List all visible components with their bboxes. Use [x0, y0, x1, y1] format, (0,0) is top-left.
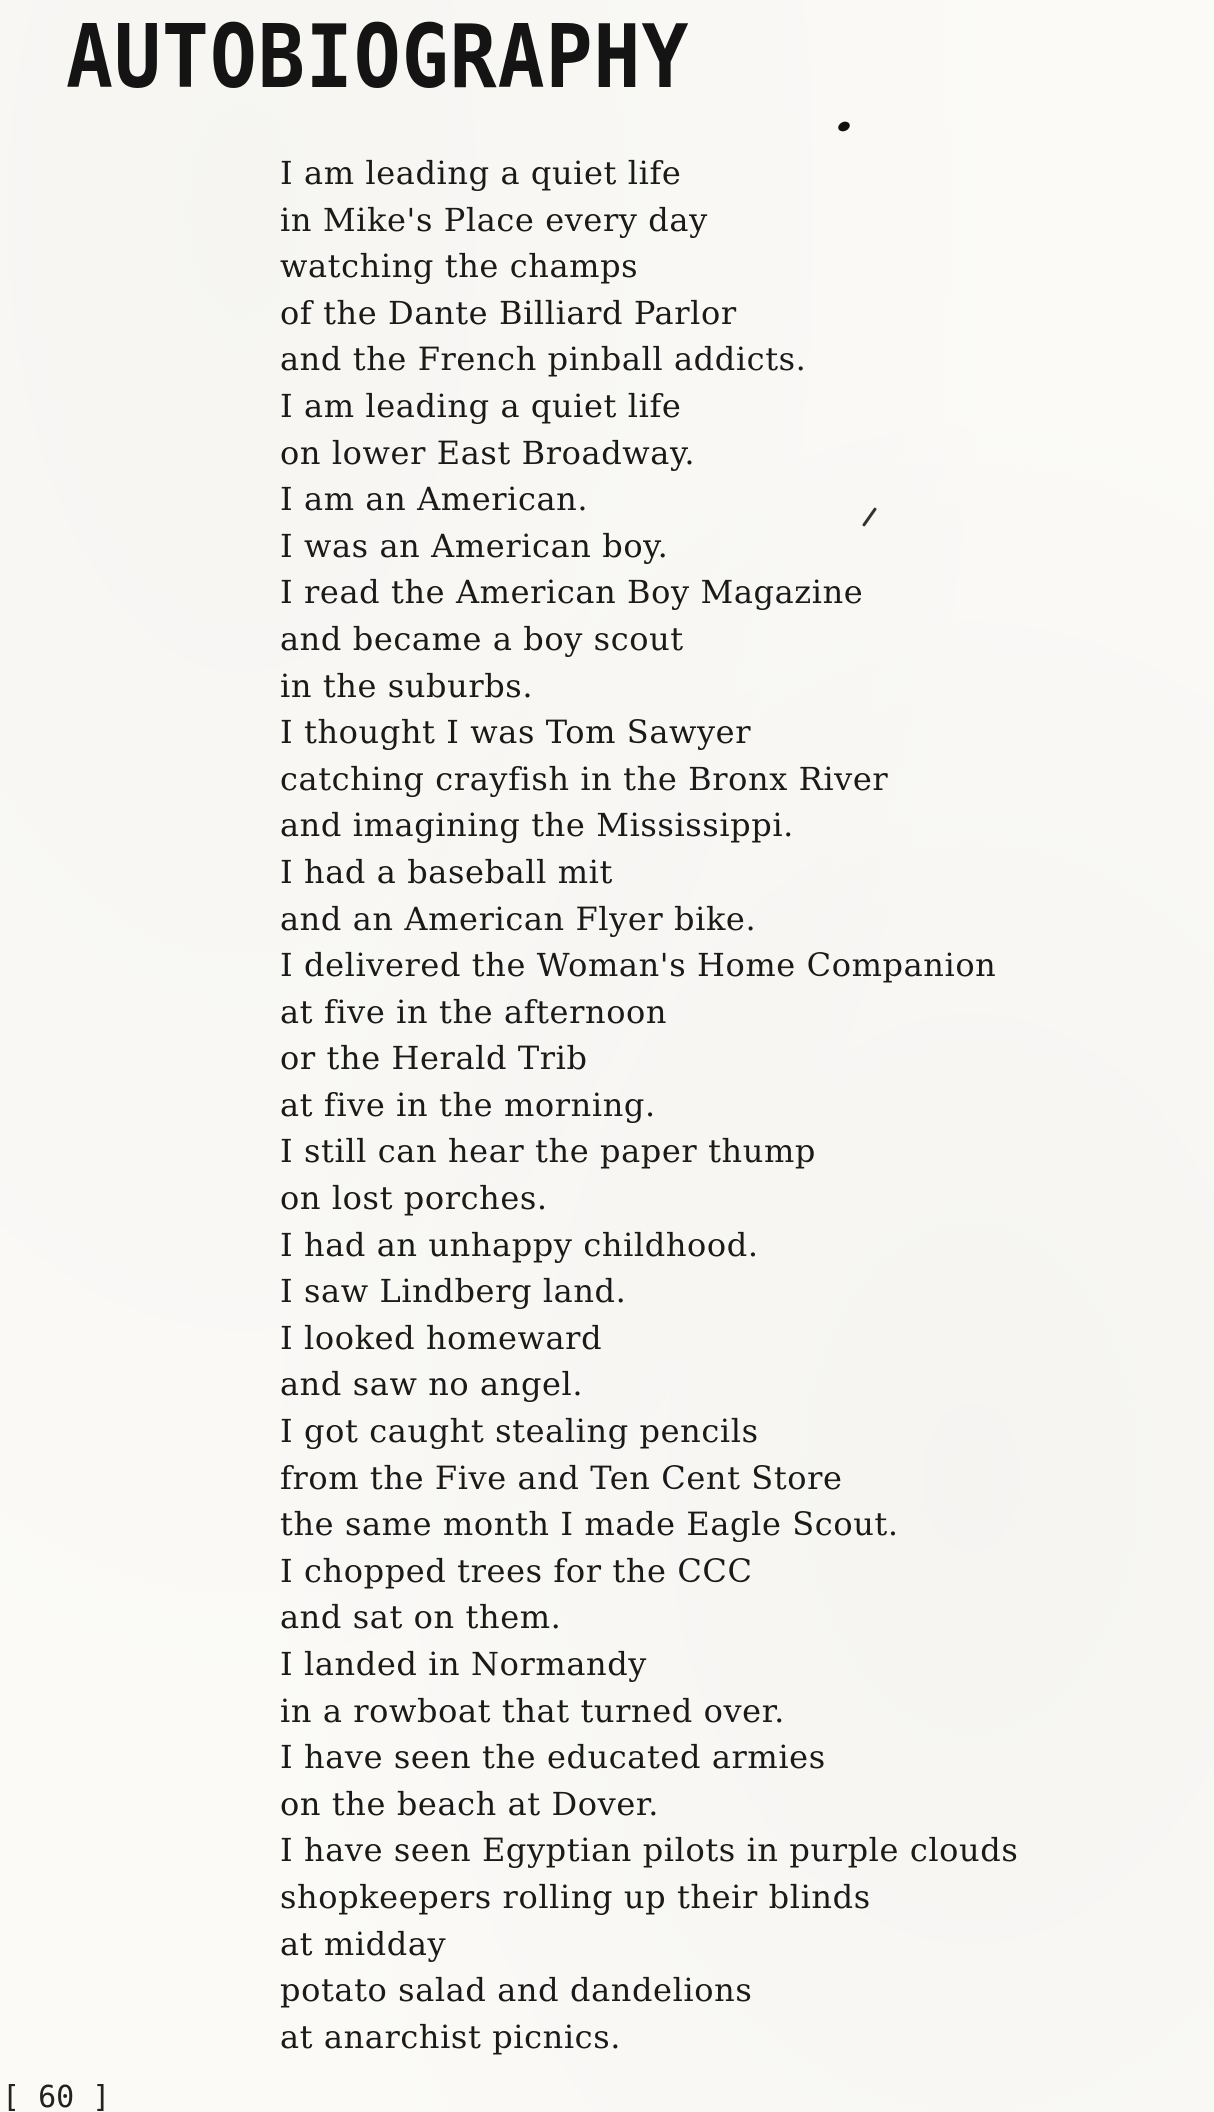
poem-line: at five in the afternoon [280, 992, 668, 1031]
poem-line: of the Dante Billiard Parlor [280, 293, 737, 332]
poem-line: at five in the morning. [280, 1085, 656, 1124]
poem-line: I have seen Egyptian pilots in purple clouds [280, 1831, 1019, 1870]
poem-line: in the suburbs. [280, 666, 534, 705]
poem-line: or the Herald Trib [280, 1039, 588, 1078]
poem-line: in a rowboat that turned over. [280, 1691, 785, 1730]
poem-line: I saw Lindberg land. [280, 1272, 627, 1311]
poem-line: watching the champs [280, 247, 639, 286]
poem-line: I still can hear the paper thump [280, 1132, 816, 1171]
poem-line: I was an American boy. [280, 526, 669, 565]
poem-line: I am leading a quiet life [280, 154, 682, 192]
poem-line: and sat on them. [280, 1598, 562, 1637]
poem-line: on lost porches. [280, 1179, 548, 1218]
poem-line: I thought I was Tom Sawyer [280, 713, 752, 752]
poem-line: I looked homeward [280, 1318, 603, 1357]
poem-line: I had an unhappy childhood. [280, 1225, 759, 1264]
ink-speck [837, 120, 852, 133]
poem-line: I delivered the Woman's Home Companion [280, 946, 997, 985]
poem-line: and became a boy scout [280, 619, 684, 658]
poem-title: AUTOBIOGRAPHY [66, 7, 690, 109]
poem-body [280, 150, 1018, 2060]
poem-line: I got caught stealing pencils [280, 1412, 759, 1451]
poem-line: I am leading a quiet life [280, 386, 682, 425]
poem-line: catching crayfish in the Bronx River [280, 759, 889, 798]
poem-line: at midday [280, 1924, 447, 1963]
poem-line: the same month I made Eagle Scout. [280, 1505, 899, 1544]
poem-line: and the French pinball addicts. [280, 340, 807, 379]
poem-line: and imagining the Mississippi. [280, 806, 794, 845]
poem-line: on the beach at Dover. [280, 1784, 660, 1823]
poem-line: on lower East Broadway. [280, 433, 696, 472]
poem-line: I had a baseball mit [280, 852, 613, 891]
poem-line: potato salad and dandelions [280, 1971, 753, 2010]
poem-line: at anarchist picnics. [280, 2017, 621, 2056]
poem-line: shopkeepers rolling up their blinds [280, 1877, 871, 1916]
poem-line: I chopped trees for the CCC [280, 1551, 753, 1590]
poem-line: I read the American Boy Magazine [280, 573, 864, 612]
poem-line: from the Five and Ten Cent Store [280, 1458, 843, 1497]
poem-line: and an American Flyer bike. [280, 899, 757, 938]
poem-line: I landed in Normandy [280, 1645, 647, 1683]
page-number: [ 60 ] [2, 2080, 111, 2112]
poem-line: I have seen the educated armies [280, 1738, 826, 1777]
poem-line: in Mike's Place every day [280, 200, 708, 239]
poem-line: and saw no angel. [280, 1365, 584, 1404]
poem-line: I am an American. [280, 480, 589, 519]
